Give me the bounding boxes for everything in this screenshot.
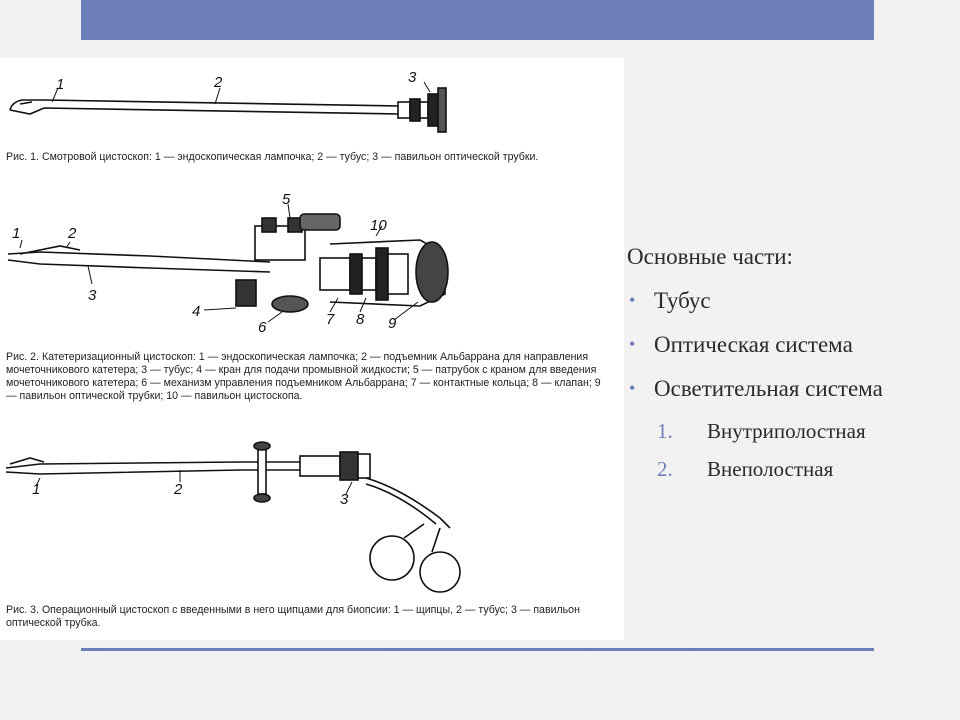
subitem-number: 2.: [657, 457, 673, 481]
fig2-label-5: 5: [282, 191, 291, 208]
fig1-label-2: 2: [214, 74, 223, 91]
subitem-intracavitary: [657, 416, 952, 446]
fig3-label-3: 3: [340, 491, 349, 508]
fig1-label-1: 1: [56, 76, 65, 93]
slide-content: [627, 242, 952, 492]
fig3-caption: Рис. 3. Операционный цистоскоп с введенными в него щипцами для биопсии: 1 — щипцы, 2 — тубус; 3 — павильон оптической трубка.: [6, 604, 580, 629]
fig3-label-1: 1: [32, 481, 41, 498]
parts-bullet-list: [627, 284, 952, 405]
bullet-item-optical-system: [627, 328, 952, 361]
fig2-label-4: 4: [192, 303, 201, 320]
subitem-label: Внеполостная: [707, 457, 834, 481]
bullet-item-label: Тубус: [654, 288, 711, 313]
fig1-caption: Рис. 1. Смотровой цистоскоп: 1 — эндоскопическая лампочка; 2 — тубус; 3 — павильон оптической трубки.: [6, 151, 539, 163]
bullet-item-label: Осветительная система: [654, 376, 883, 401]
fig1-label-3: 3: [408, 69, 417, 86]
fig2-label-1: 1: [12, 225, 21, 242]
bullet-dot-icon: •: [629, 290, 636, 310]
fig2-label-10: 10: [370, 217, 387, 234]
cystoscope-figures-panel: [0, 58, 624, 640]
fig2-label-3: 3: [88, 287, 97, 304]
bullet-dot-icon: •: [629, 378, 636, 398]
subitem-label: Внутриполостная: [707, 419, 866, 443]
fig1-drawing: [10, 82, 446, 132]
subitem-extracavitary: [657, 454, 952, 484]
fig2-label-6: 6: [258, 319, 267, 336]
fig2-caption: Рис. 2. Катетеризационный цистоскоп: 1 — эндоскопическая лампочка; 2 — подъемник Альбаррана для направления мочеточникового катетера; 3 — тубус; 4 — кран для подачи промывной жидкости; 5 — патрубок с краном для введения мочеточникового катетера; 6 — механизм управления подъемником Альбаррана; 7 — контактные кольца; 8 — клапан; 9 — павильон оптической трубки; 10 — павильон цистоскопа.: [6, 351, 601, 402]
fig2-label-8: 8: [356, 311, 365, 328]
subitem-number: 1.: [657, 419, 673, 443]
top-accent-bar: [81, 0, 874, 40]
bullet-item-tube: [627, 284, 952, 317]
fig2-label-9: 9: [388, 315, 397, 332]
fig2-label-2: 2: [68, 225, 77, 242]
main-parts-heading: Основные части:: [627, 244, 793, 269]
fig2-label-7: 7: [326, 311, 335, 328]
cystoscope-illustrations: [0, 58, 624, 640]
fig3-drawing: [6, 442, 460, 592]
bottom-accent-line: [81, 648, 874, 651]
lighting-subtypes-list: [657, 416, 952, 484]
bullet-dot-icon: •: [629, 334, 636, 354]
bullet-item-label: Оптическая система: [654, 332, 853, 357]
bullet-item-lighting-system: [627, 372, 952, 405]
fig3-label-2: 2: [174, 481, 183, 498]
